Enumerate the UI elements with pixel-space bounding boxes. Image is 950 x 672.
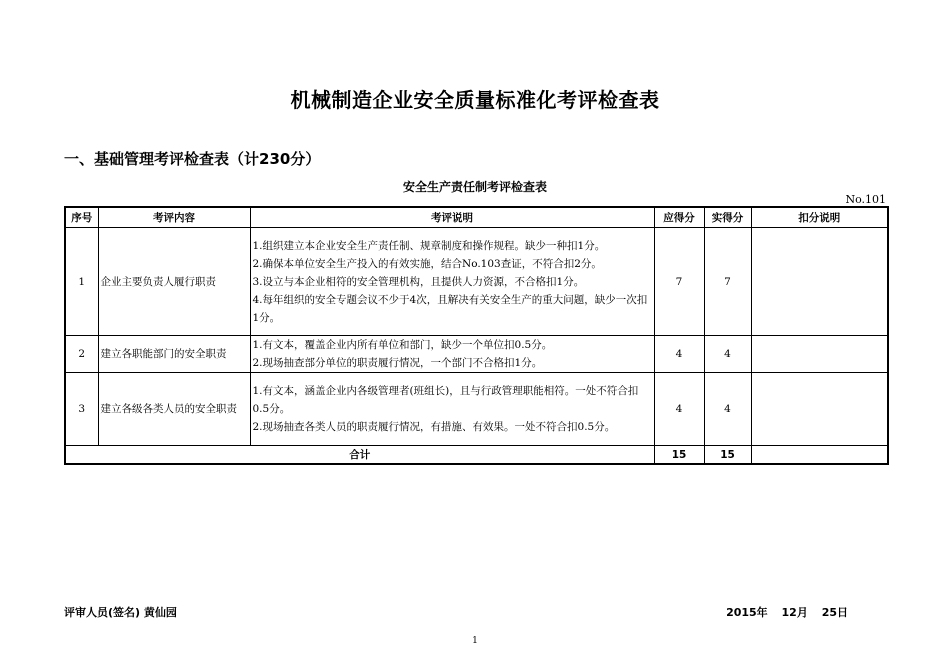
reviewer-signature — [64, 604, 177, 620]
description-item: 2.现场抽查各类人员的职责履行情况，有措施、有效果。一处不符合扣0.5分。 — [252, 421, 616, 433]
row-content: 建立各级各类人员的安全职责 — [98, 373, 250, 446]
row-deduction-note — [751, 373, 888, 446]
assessment-table — [64, 206, 889, 465]
table-row — [65, 336, 888, 373]
date-month: 12月 — [781, 606, 808, 619]
review-date — [726, 604, 848, 620]
description-item: 1.组织建立本企业安全生产责任制、规章制度和操作规程。缺少一种扣1分。 — [252, 239, 606, 252]
page-number: 1 — [472, 636, 478, 646]
row-content: 建立各职能部门的安全职责 — [98, 336, 250, 373]
row-due-score: 7 — [654, 228, 704, 336]
reviewer-name: 黄仙园 — [143, 606, 177, 619]
description-item: 3.设立与本企业相符的安全管理机构，且提供人力资源，不合格扣1分。 — [252, 275, 585, 288]
row-deduction-note — [751, 228, 888, 336]
table-row — [65, 373, 888, 446]
row-number: 3 — [65, 373, 98, 446]
document-number: No.101 — [845, 193, 886, 206]
row-actual-score: 4 — [704, 336, 751, 373]
row-due-score: 4 — [654, 373, 704, 446]
total-label: 合计 — [65, 446, 654, 465]
header-description: 考评说明 — [250, 207, 654, 228]
header-content: 考评内容 — [98, 207, 250, 228]
row-deduction-note — [751, 336, 888, 373]
section-heading: 一、基础管理考评检查表（计230分） — [64, 150, 321, 168]
row-description — [250, 373, 654, 446]
reviewer-label: 评审人员(签名) — [64, 606, 141, 619]
row-description — [250, 336, 654, 373]
row-content: 企业主要负责人履行职责 — [98, 228, 250, 336]
description-item: 2.现场抽查部分单位的职责履行情况，一个部门不合格扣1分。 — [252, 357, 543, 369]
description-item: 4.每年组织的安全专题会议不少于4次，且解决有关安全生产的重大问题，缺少一次扣1分。 — [252, 293, 648, 324]
table-title: 安全生产责任制考评检查表 — [402, 180, 547, 194]
header-deduction-note: 扣分说明 — [751, 207, 888, 228]
row-actual-score: 7 — [704, 228, 751, 336]
description-item: 1.有文本，涵盖企业内各级管理者(班组长)，且与行政管理职能相符。一处不符合扣0.5分。 — [252, 385, 639, 415]
row-number: 1 — [65, 228, 98, 336]
total-actual-score: 15 — [704, 446, 751, 465]
total-row — [65, 446, 888, 465]
row-due-score: 4 — [654, 336, 704, 373]
total-deduction-note — [751, 446, 888, 465]
document-title: 机械制造企业安全质量标准化考评检查表 — [290, 88, 660, 112]
row-description — [250, 228, 654, 336]
date-day: 25日 — [821, 606, 848, 619]
total-due-score: 15 — [654, 446, 704, 465]
table-header-row — [65, 207, 888, 228]
row-number: 2 — [65, 336, 98, 373]
row-actual-score: 4 — [704, 373, 751, 446]
header-no: 序号 — [65, 207, 98, 228]
description-item: 1.有文本，覆盖企业内所有单位和部门，缺少一个单位扣0.5分。 — [252, 339, 553, 351]
description-item: 2.确保本单位安全生产投入的有效实施，结合No.103查证，不符合扣2分。 — [252, 257, 602, 270]
table-row — [65, 228, 888, 336]
header-actual-score: 实得分 — [704, 207, 751, 228]
date-year: 2015年 — [726, 606, 768, 619]
header-due-score: 应得分 — [654, 207, 704, 228]
